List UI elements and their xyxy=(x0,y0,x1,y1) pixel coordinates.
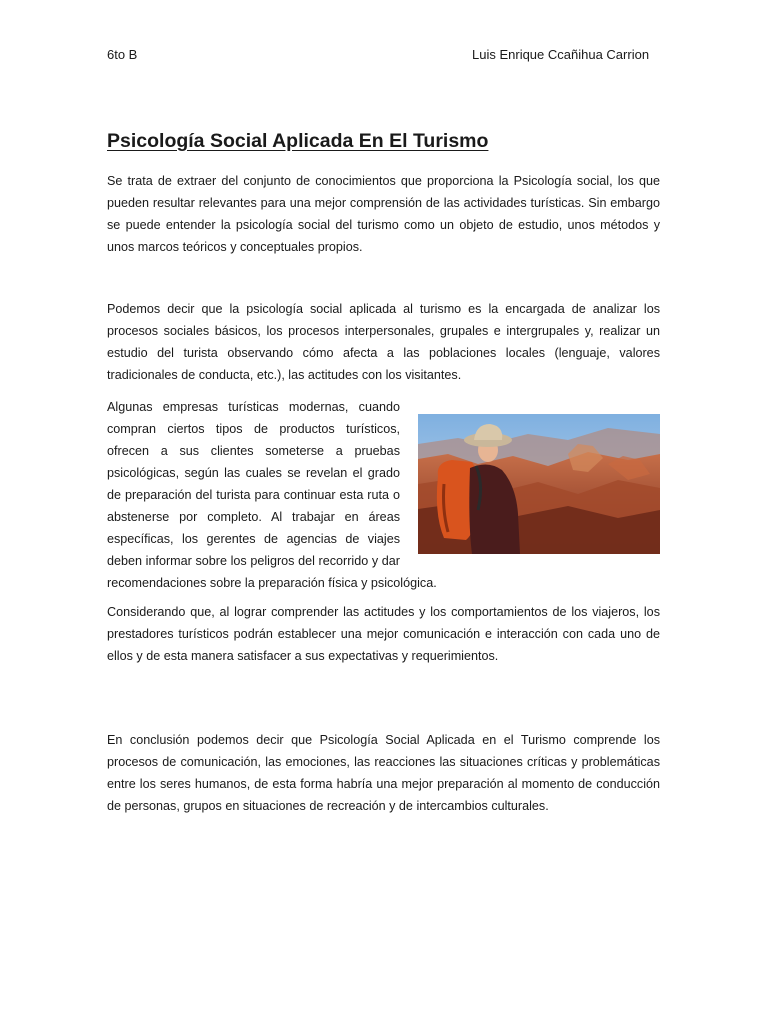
document-title: Psicología Social Aplicada En El Turismo xyxy=(107,130,489,152)
hiker-canyon-photo xyxy=(418,414,660,554)
paragraph-tourism-companies: Algunas empresas turísticas modernas, cuando compran ciertos tipos de productos turísticos, ofrecen a sus clientes someterse a pruebas psicológicas, según las cuales se revelan el grado de preparación del turista para continuar esta ruta o abstenerse por completo. Al trabajar en áreas específicas, los gerentes de agencias de viajes deben informar sobre los peligros del recorrido y dar recomendaciones sobre la preparación física y psicológica. xyxy=(107,400,437,590)
paragraph-intro: Se trata de extraer del conjunto de conocimientos que proporciona la Psicología social, los que pueden resultar relevantes para una mejor comprensión de las actividades turísticas. Sin embargo se puede entender la psicología social del turismo como un objeto de estudio, unos métodos y unos marcos teóricos y conceptuales propios. xyxy=(107,174,660,254)
header-author: Luis Enrique Ccañihua Carrion xyxy=(472,47,650,62)
paragraph-conclusion: En conclusión podemos decir que Psicología Social Aplicada en el Turismo comprende los procesos de comunicación, las emociones, las reacciones las situaciones críticas y problemáticas entre los seres humanos, de esta forma habría una mejor preparación al momento de conducción de personas, grupos en situaciones de recreación y de intercambios culturales. xyxy=(107,733,660,813)
header-class-label: 6to B xyxy=(107,47,138,62)
paragraph-considering: Considerando que, al lograr comprender las actitudes y los comportamientos de los viajeros, los prestadores turísticos podrán establecer una mejor comunicación e interacción con cada uno de ellos y de esta manera satisfacer a sus expectativas y requerimientos. xyxy=(107,605,660,663)
paragraph-definition: Podemos decir que la psicología social aplicada al turismo es la encargada de analizar los procesos sociales básicos, los procesos interpersonales, grupales e intergrupales y, realizar un estudio del turista observando cómo afecta a las poblaciones locales (lenguaje, valores tradicionales de conducta, etc.), las actitudes con los visitantes. xyxy=(107,302,660,382)
paragraph-with-figure xyxy=(107,396,660,594)
